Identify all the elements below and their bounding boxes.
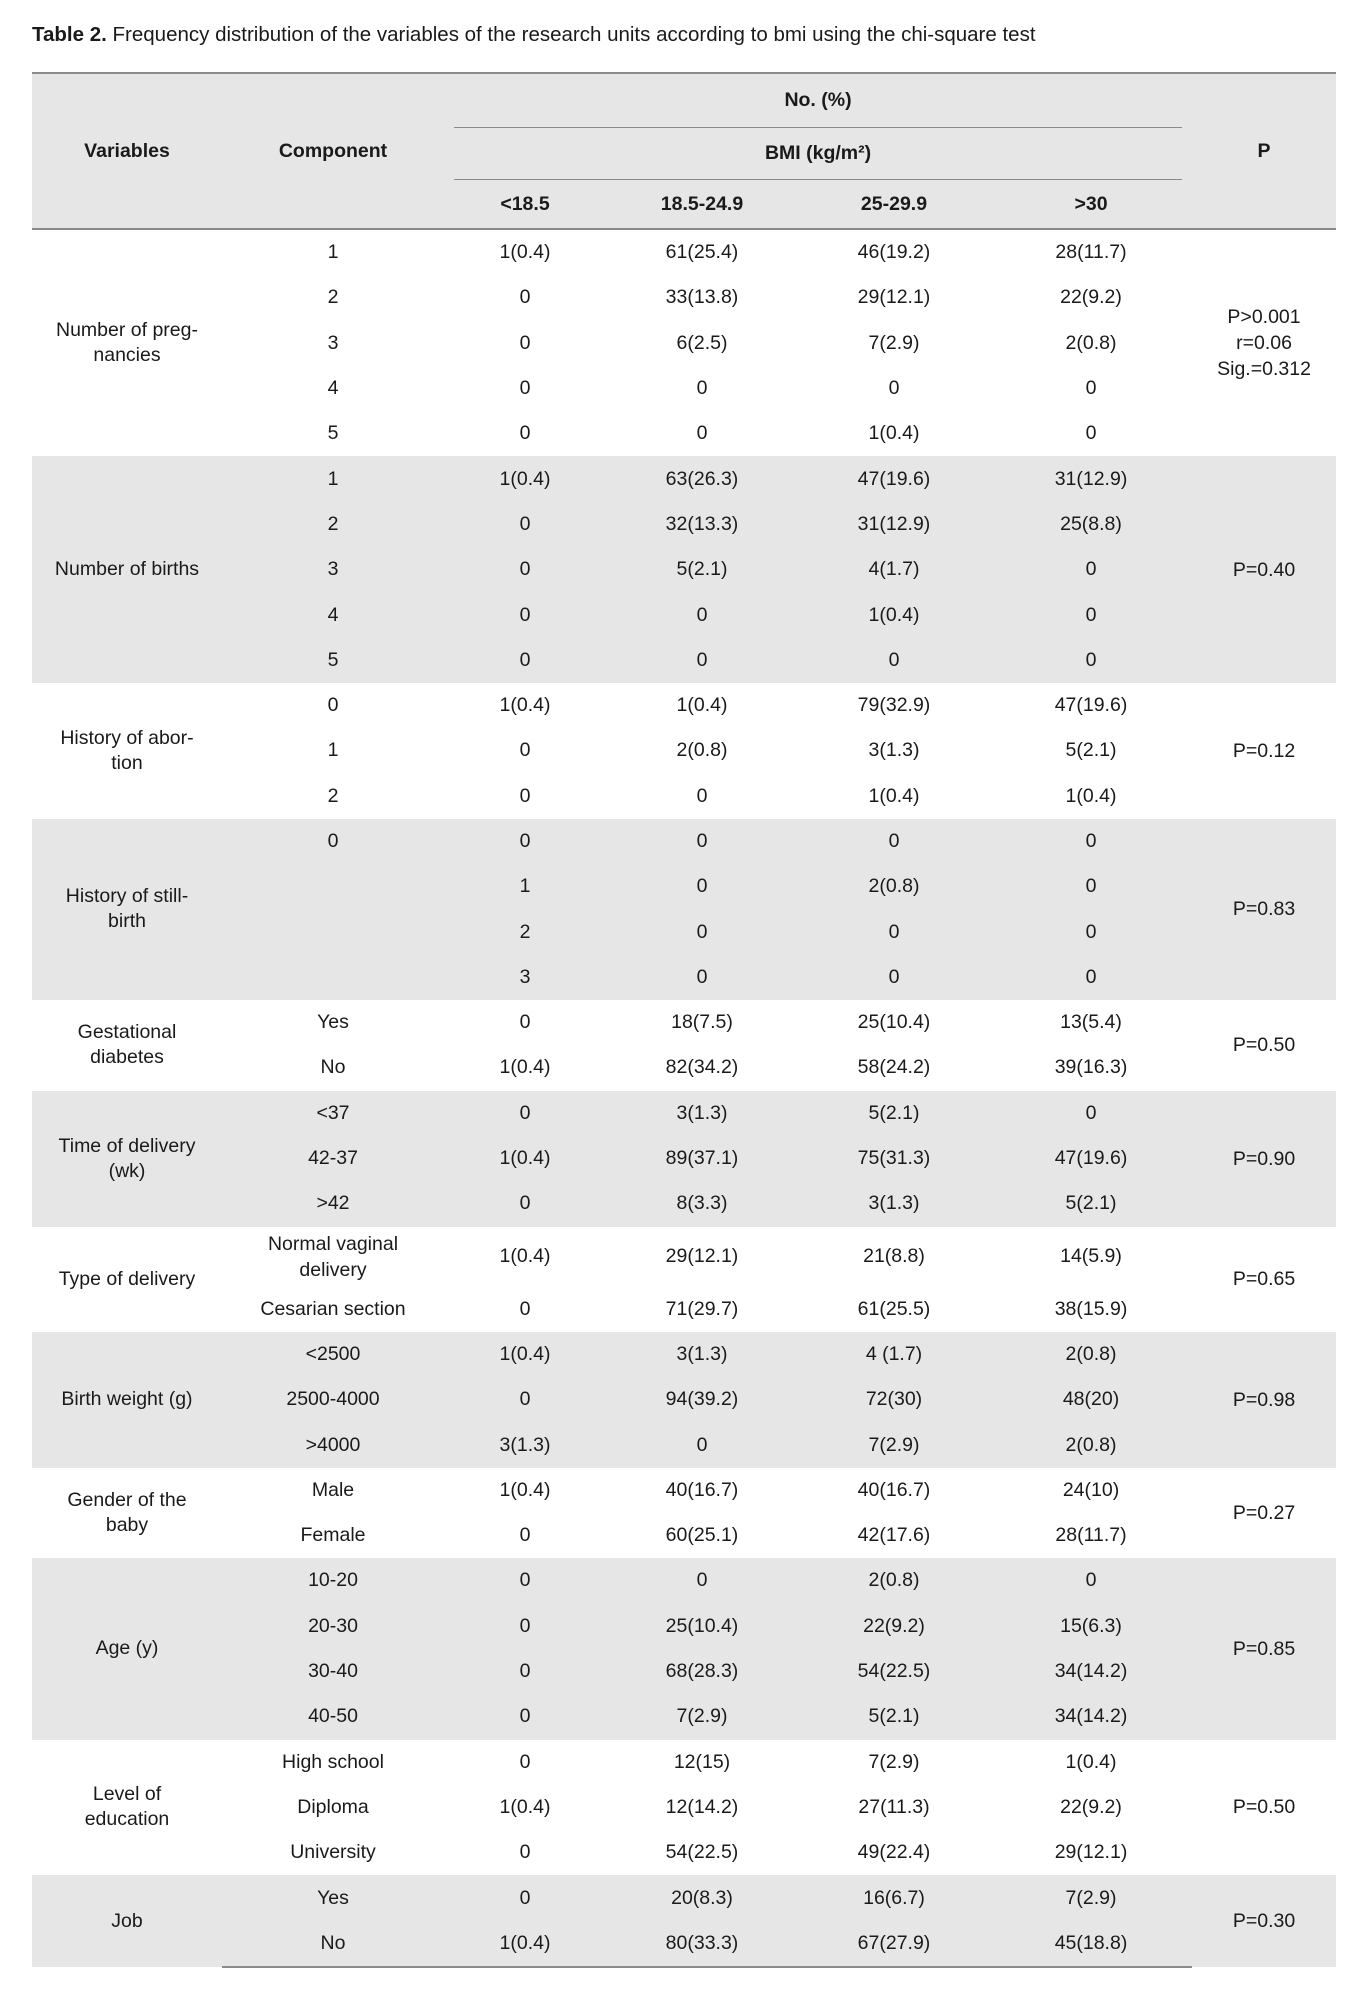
table-row [32,456,1336,501]
value-cell: 71(29.7) [665,1297,739,1320]
value-cell: 80(33.3) [606,1921,798,1967]
value-cell: 40(16.7) [857,1478,931,1501]
p-value-cell: P=0.65 [1232,1268,1296,1291]
value-cell: 0 [798,909,990,954]
component-cell: Normal vaginal delivery [267,1232,399,1281]
component-cell: <37 [222,1091,444,1136]
table-row [32,411,1336,456]
value-cell: 0 [519,1524,531,1547]
value-cell: 7(2.9) [868,1750,920,1773]
value-cell: 6(2.5) [676,331,728,354]
variable-cell: Level of education [84,1783,170,1831]
frequency-table [32,72,1336,1968]
value-cell: 0 [444,819,606,864]
value-cell: 0 [1085,422,1097,445]
value-cell: 14(5.9) [1060,1245,1122,1268]
value-cell: 72(30) [798,1377,990,1422]
value-cell: 33(13.8) [665,286,739,309]
value-cell: 0 [888,377,900,400]
value-cell: 25(8.8) [990,502,1192,547]
value-cell: 0 [444,1181,606,1226]
table-row [32,502,1336,547]
value-cell: 3(1.3) [606,1332,798,1377]
value-cell: 0 [444,638,606,683]
value-cell: 94(39.2) [606,1377,798,1422]
value-cell: 1(0.4) [444,456,606,501]
value-cell: 0 [519,286,531,309]
value-cell: 0 [519,1297,531,1320]
component-cell: 3 [222,547,444,592]
component-cell: <2500 [222,1332,444,1377]
table-row [32,774,1336,819]
value-cell: 0 [444,1649,606,1694]
table-row [32,1181,1336,1226]
value-cell: 32(13.3) [606,502,798,547]
component-cell: Cesarian section [260,1297,406,1320]
table-row [32,1136,1336,1181]
table-row [32,592,1336,637]
table-row [32,1332,1336,1377]
p-value-cell: P=0.90 [1192,1091,1336,1227]
value-cell: 45(18.8) [990,1921,1192,1967]
value-cell: 0 [990,547,1192,592]
value-cell: 1(0.4) [1065,784,1117,807]
component-cell: 2 [222,502,444,547]
table-row [32,1000,1336,1045]
value-cell: 61(25.4) [665,241,739,264]
value-cell: 5(2.1) [798,1091,990,1136]
header-bmi-group: <18.5 [444,180,606,229]
table-row [32,1740,1336,1785]
table-row [32,1377,1336,1422]
value-cell: 3(1.3) [868,739,920,762]
p-value-cell: P=0.83 [1192,819,1336,1000]
value-cell: 0 [606,592,798,637]
value-cell: 1(0.4) [444,1921,606,1967]
value-cell: 5(2.1) [606,547,798,592]
value-cell: 0 [519,422,531,445]
value-cell: 0 [798,819,990,864]
p-value-cell: P>0.001 r=0.06 Sig.=0.312 [1217,306,1311,381]
component-cell: University [290,1841,376,1864]
caption-label: Table 2. [32,23,107,46]
header-variables: Variables [32,73,222,229]
value-cell: 0 [606,1558,798,1603]
value-cell: 1(0.4) [868,422,920,445]
table-row [32,1287,1336,1332]
component-cell: Yes [317,1011,349,1034]
component-cell: No [320,1056,346,1079]
value-cell: 0 [696,377,708,400]
variable-cell: Type of delivery [58,1267,196,1290]
value-cell: 0 [606,1422,798,1467]
component-cell: 5 [327,422,339,445]
component-cell: 1 [222,456,444,501]
value-cell: 1(0.4) [499,694,551,717]
value-cell: 2(0.8) [990,1422,1192,1467]
table-row [32,229,1336,275]
table-row [32,1875,1336,1920]
value-cell: 67(27.9) [798,1921,990,1967]
header-p: P [1192,73,1336,229]
table-caption [32,20,1332,50]
value-cell: 3(1.3) [606,1091,798,1136]
value-cell: 0 [444,547,606,592]
component-cell: 1 [327,241,339,264]
value-cell: 1(0.4) [1065,1750,1117,1773]
value-cell: 22(9.2) [1060,286,1122,309]
component-cell: 30-40 [222,1649,444,1694]
value-cell: 0 [606,864,798,909]
value-cell: 2 [444,909,606,954]
table-row [32,366,1336,411]
component-cell: 3 [327,331,339,354]
value-cell: 1 [444,864,606,909]
table-row [32,728,1336,773]
component-cell: 5 [222,638,444,683]
variable-cell: Birth weight (g) [32,1332,222,1468]
value-cell: 7(2.9) [990,1875,1192,1920]
table-row [32,547,1336,592]
value-cell: 0 [519,739,531,762]
value-cell: 24(10) [1062,1478,1120,1501]
value-cell: 0 [798,638,990,683]
value-cell: 0 [990,819,1192,864]
value-cell: 7(2.9) [606,1694,798,1739]
value-cell: 1(0.4) [499,1056,551,1079]
value-cell: 1(0.4) [444,1332,606,1377]
table-row [32,1649,1336,1694]
caption-text: Frequency distribution of the variables of the research units according to bmi using the chi-square test [112,23,1036,46]
header-bmi-group: 18.5-24.9 [606,180,798,229]
component-cell [222,864,444,909]
variable-cell: Age (y) [32,1558,222,1739]
value-cell: 2(0.8) [798,1558,990,1603]
value-cell: 40(16.7) [665,1478,739,1501]
component-cell: 2 [327,784,339,807]
value-cell: 12(15) [673,1750,731,1773]
value-cell: 3(1.3) [444,1422,606,1467]
table-row [32,1830,1336,1875]
component-cell: >42 [222,1181,444,1226]
value-cell: 3 [444,955,606,1000]
p-value-cell: P=0.50 [1232,1796,1296,1819]
value-cell: 0 [519,784,531,807]
value-cell: 25(10.4) [606,1604,798,1649]
value-cell: 29(12.1) [1054,1841,1128,1864]
component-cell: No [222,1921,444,1967]
table-row [32,1921,1336,1967]
table-row [32,638,1336,683]
table-row [32,1558,1336,1603]
value-cell: 0 [990,955,1192,1000]
component-cell [222,955,444,1000]
value-cell: 4 (1.7) [798,1332,990,1377]
value-cell: 0 [519,377,531,400]
p-value-cell: P=0.50 [1232,1034,1296,1057]
variable-cell: Number of preg- nancies [56,319,198,367]
value-cell: 2(0.8) [990,1332,1192,1377]
header-component: Component [222,73,444,229]
value-cell: 61(25.5) [857,1297,931,1320]
value-cell: 16(6.7) [798,1875,990,1920]
p-value-cell: P=0.85 [1192,1558,1336,1739]
value-cell: 5(2.1) [798,1694,990,1739]
value-cell: 5(2.1) [1065,739,1117,762]
value-cell: 0 [444,1875,606,1920]
variable-cell: Time of delivery (wk) [32,1091,222,1227]
p-value-cell: P=0.12 [1232,739,1296,762]
value-cell: 1(0.4) [499,1478,551,1501]
component-cell: 10-20 [222,1558,444,1603]
value-cell: 39(16.3) [1054,1056,1128,1079]
value-cell: 0 [1085,377,1097,400]
value-cell: 2(0.8) [676,739,728,762]
value-cell: 0 [990,638,1192,683]
value-cell: 68(28.3) [606,1649,798,1694]
variable-cell: History of abor- tion [60,726,194,774]
variable-cell: Gender of the baby [67,1489,187,1537]
value-cell: 1(0.4) [499,1795,551,1818]
table-row [32,1227,1336,1287]
component-cell: 4 [222,592,444,637]
value-cell: 0 [444,1558,606,1603]
value-cell: 29(12.1) [857,286,931,309]
value-cell: 27(11.3) [858,1795,930,1818]
value-cell: 7(2.9) [868,331,920,354]
table-row [32,1785,1336,1830]
table-row [32,955,1336,1000]
component-cell: 0 [327,694,339,717]
value-cell: 46(19.2) [857,241,931,264]
value-cell: 54(22.5) [665,1841,739,1864]
table-row [32,1045,1336,1090]
table-row [32,321,1336,366]
component-cell: 0 [222,819,444,864]
value-cell: 0 [606,955,798,1000]
value-cell: 75(31.3) [798,1136,990,1181]
value-cell: 49(22.4) [857,1841,931,1864]
p-value-cell: P=0.27 [1232,1502,1296,1525]
value-cell: 1(0.4) [798,592,990,637]
component-cell: Diploma [297,1795,369,1818]
value-cell: 47(19.6) [990,1136,1192,1181]
value-cell: 60(25.1) [665,1524,739,1547]
value-cell: 48(20) [990,1377,1192,1422]
value-cell: 0 [519,1011,531,1034]
value-cell: 31(12.9) [990,456,1192,501]
value-cell: 21(8.8) [863,1245,925,1268]
variable-cell: History of still- birth [32,819,222,1000]
value-cell: 0 [444,502,606,547]
header-bmi-group: 25-29.9 [798,180,990,229]
value-cell: 0 [696,784,708,807]
value-cell: 20(8.3) [606,1875,798,1920]
header-bmi-group: >30 [990,180,1192,229]
table-row [32,683,1336,728]
value-cell: 28(11.7) [1055,241,1127,264]
component-cell: Yes [222,1875,444,1920]
value-cell: 0 [606,819,798,864]
value-cell: 34(14.2) [990,1649,1192,1694]
table-row [32,1604,1336,1649]
value-cell: 0 [444,592,606,637]
value-cell: 31(12.9) [798,502,990,547]
value-cell: 1(0.4) [868,784,920,807]
value-cell: 0 [990,909,1192,954]
header-no-pct: No. (%) [444,73,1192,128]
value-cell: 1(0.4) [444,1136,606,1181]
p-value-cell: P=0.30 [1192,1875,1336,1967]
value-cell: 13(5.4) [1060,1011,1122,1034]
value-cell: 0 [444,1604,606,1649]
value-cell: 1(0.4) [676,694,728,717]
table-row [32,1091,1336,1136]
component-cell: High school [282,1750,384,1773]
table-row [32,864,1336,909]
value-cell: 0 [444,1377,606,1422]
value-cell: 38(15.9) [1054,1297,1128,1320]
value-cell: 2(0.8) [798,864,990,909]
value-cell: 0 [990,864,1192,909]
header-bmi: BMI (kg/m²) [444,128,1192,180]
p-value-cell: P=0.98 [1192,1332,1336,1468]
value-cell: 0 [444,1091,606,1136]
value-cell: 0 [606,909,798,954]
value-cell: 22(9.2) [1060,1795,1122,1818]
value-cell: 0 [798,955,990,1000]
value-cell: 2(0.8) [1065,331,1117,354]
component-cell: Male [311,1478,355,1501]
value-cell: 0 [519,331,531,354]
variable-cell: Gestational diabetes [77,1021,177,1069]
component-cell: Female [300,1524,366,1547]
component-cell: 4 [327,377,339,400]
value-cell: 42(17.6) [857,1524,931,1547]
table-row [32,1422,1336,1467]
value-cell: 79(32.9) [857,694,931,717]
value-cell: 3(1.3) [798,1181,990,1226]
value-cell: 7(2.9) [798,1422,990,1467]
value-cell: 82(34.2) [665,1056,739,1079]
value-cell: 18(7.5) [671,1011,733,1034]
component-cell: >4000 [222,1422,444,1467]
value-cell: 25(10.4) [857,1011,931,1034]
value-cell: 54(22.5) [798,1649,990,1694]
table-row [32,275,1336,320]
value-cell: 8(3.3) [606,1181,798,1226]
value-cell: 12(14.2) [665,1795,739,1818]
component-cell [222,909,444,954]
variable-cell: Job [32,1875,222,1967]
value-cell: 0 [519,1750,531,1773]
component-cell: 2500-4000 [222,1377,444,1422]
value-cell: 0 [519,1841,531,1864]
component-cell: 42-37 [222,1136,444,1181]
component-cell: 2 [327,286,339,309]
table-row [32,819,1336,864]
component-cell: 20-30 [222,1604,444,1649]
value-cell: 22(9.2) [798,1604,990,1649]
p-value-cell: P=0.40 [1192,456,1336,682]
value-cell: 5(2.1) [990,1181,1192,1226]
value-cell: 15(6.3) [990,1604,1192,1649]
value-cell: 34(14.2) [990,1694,1192,1739]
value-cell: 47(19.6) [1054,694,1128,717]
value-cell: 29(12.1) [665,1245,739,1268]
table-body [32,229,1336,1967]
table-row [32,1468,1336,1513]
value-cell: 0 [444,1694,606,1739]
value-cell: 0 [990,592,1192,637]
table-header [32,73,1336,229]
value-cell: 1(0.4) [499,1245,551,1268]
value-cell: 58(24.2) [857,1056,931,1079]
value-cell: 47(19.6) [798,456,990,501]
table-row [32,909,1336,954]
value-cell: 63(26.3) [606,456,798,501]
variable-cell: Number of births [32,456,222,682]
table-row [32,1694,1336,1739]
value-cell: 1(0.4) [499,241,551,264]
value-cell: 0 [990,1558,1192,1603]
table-row [32,1513,1336,1558]
value-cell: 89(37.1) [606,1136,798,1181]
value-cell: 0 [606,638,798,683]
value-cell: 4(1.7) [798,547,990,592]
value-cell: 28(11.7) [1055,1524,1127,1547]
value-cell: 0 [696,422,708,445]
value-cell: 0 [990,1091,1192,1136]
component-cell: 1 [327,739,339,762]
component-cell: 40-50 [222,1694,444,1739]
